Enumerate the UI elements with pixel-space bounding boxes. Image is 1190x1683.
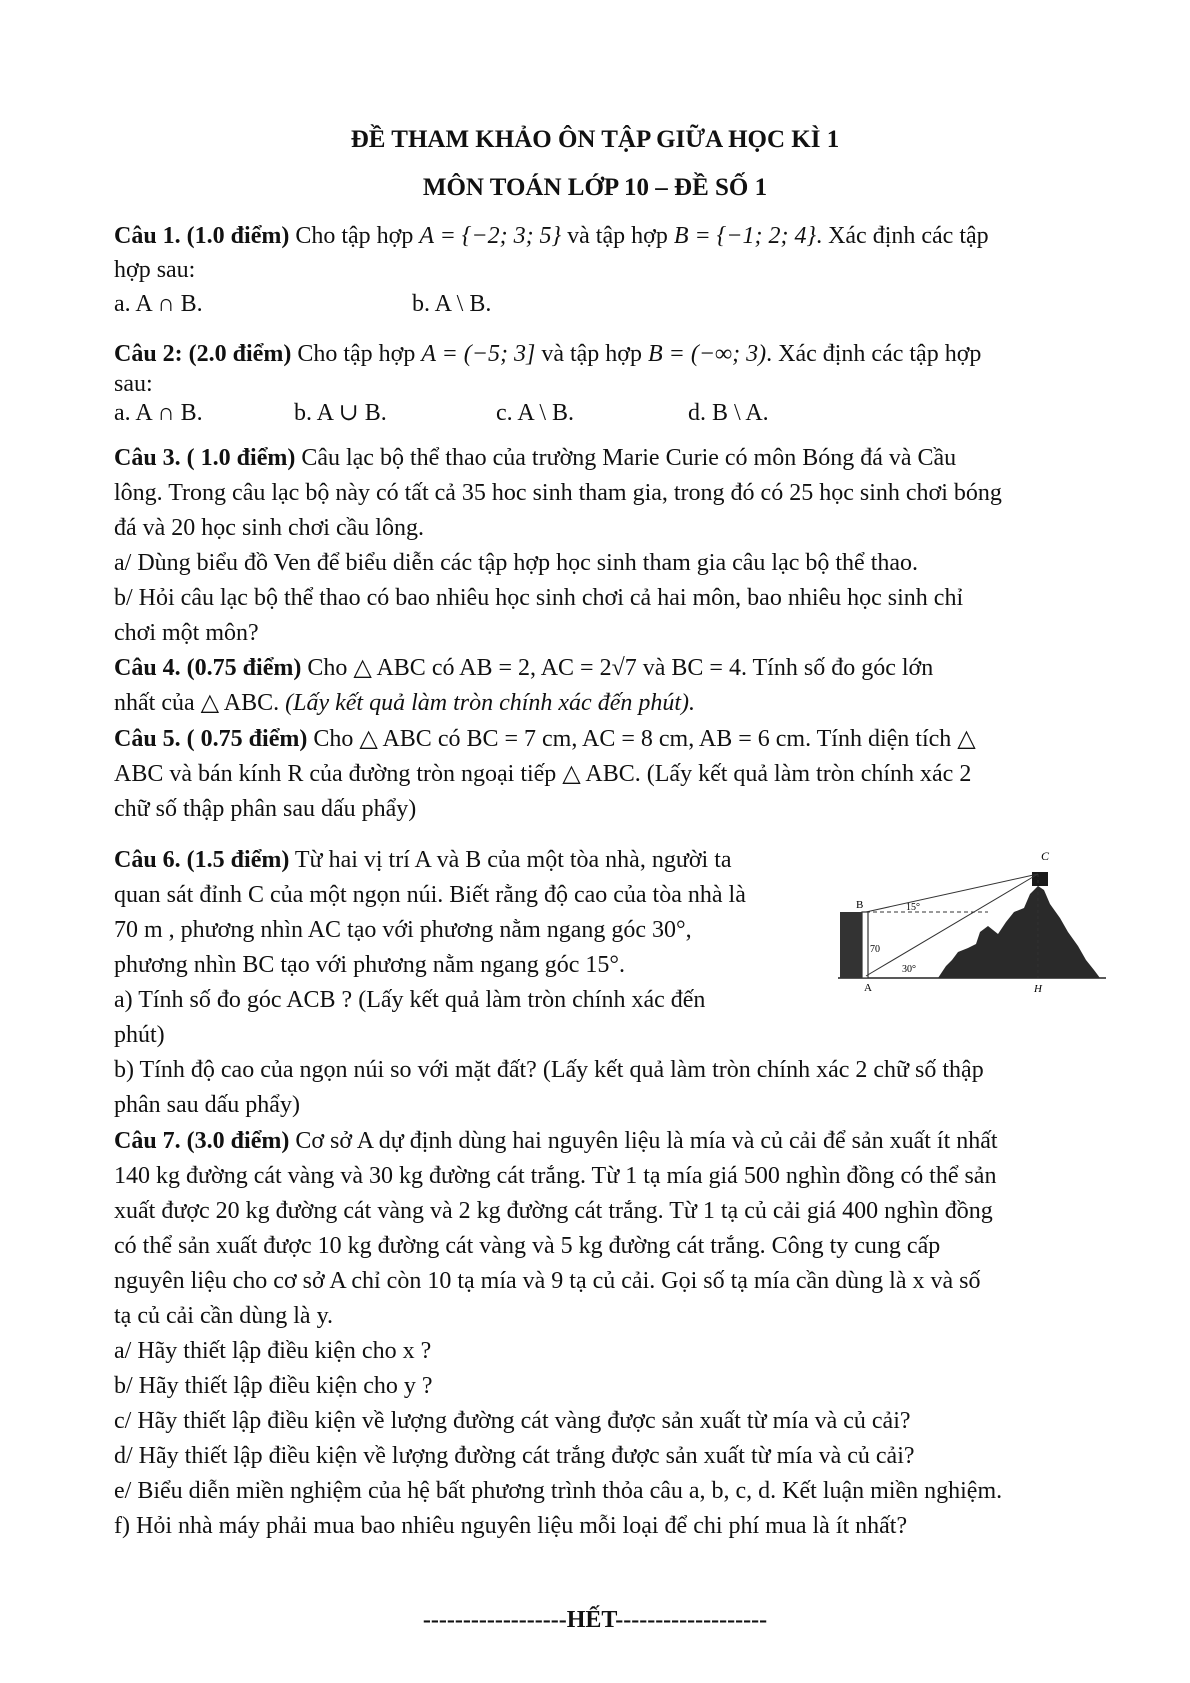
building-side [862, 912, 868, 978]
label-H: H [1034, 983, 1042, 995]
q1-option-b: b. A \ B. [412, 291, 492, 317]
q6-line-1: Câu 6. (1.5 điểm) Từ hai vị trí A và B của một tòa nhà, người ta [114, 847, 732, 873]
q7-label: Câu 7. (3.0 điểm) [114, 1128, 290, 1154]
q2-line-1: Câu 2: (2.0 điểm) Cho tập hợp A = (−5; 3] và tập hợp B = (−∞; 3). Xác định các tập hợp [114, 341, 982, 367]
q3-line-6: chơi một môn? [114, 620, 259, 646]
q5-line-3: chữ số thập phân sau dấu phẩy) [114, 796, 417, 822]
label-B: B [856, 899, 864, 911]
q6-line-4: phương nhìn BC tạo với phương nằm ngang góc 15°. [114, 952, 625, 978]
mountain [938, 886, 1100, 978]
q1-line-2: hợp sau: [114, 257, 196, 283]
end-marker: ------------------HẾT------------------- [422, 1607, 768, 1633]
q3-label: Câu 3. ( 1.0 điểm) [114, 445, 296, 471]
q5-line-1: Câu 5. ( 0.75 điểm) Cho △ ABC có BC = 7 cm, AC = 8 cm, AB = 6 cm. Tính diện tích △ [114, 726, 976, 752]
q7-line-1: Câu 7. (3.0 điểm) Cơ sở A dự định dùng hai nguyên liệu là mía và củ cải để sản xuất ít nhất [114, 1128, 998, 1154]
q2-option-b: b. A ∪ B. [294, 400, 387, 426]
label-height-70: 70 [870, 944, 880, 955]
q6-label: Câu 6. (1.5 điểm) [114, 847, 290, 873]
label-A: A [864, 982, 872, 994]
q2-option-a: a. A ∩ B. [114, 400, 203, 426]
q3-line-3: đá và 20 học sinh chơi cầu lông. [114, 515, 424, 541]
q3-line-1: Câu 3. ( 1.0 điểm) Câu lạc bộ thể thao của trường Marie Curie có môn Bóng đá và Cầu [114, 445, 957, 471]
label-angle-15: 15° [906, 902, 920, 913]
q3-line-5: b/ Hỏi câu lạc bộ thể thao có bao nhiêu học sinh chơi cả hai môn, bao nhiêu học sinh chỉ [114, 585, 964, 611]
q2-option-c: c. A \ B. [496, 400, 575, 426]
summit-block [1032, 872, 1048, 886]
exam-subtitle: MÔN TOÁN LỚP 10 – ĐỀ SỐ 1 [422, 174, 768, 201]
sight-line-BC [866, 874, 1038, 912]
q1-label: Câu 1. (1.0 điểm) [114, 223, 290, 249]
q7-part-c: c/ Hãy thiết lập điều kiện về lượng đường cát vàng được sản xuất từ mía và củ cải? [114, 1408, 911, 1434]
q2-option-d: d. B \ A. [688, 400, 769, 426]
q6-line-7: b) Tính độ cao của ngọn núi so với mặt đất? (Lấy kết quả làm tròn chính xác 2 chữ số thập [114, 1057, 984, 1083]
label-angle-30: 30° [902, 964, 916, 975]
q6-line-8: phân sau dấu phẩy) [114, 1092, 300, 1118]
q4-label: Câu 4. (0.75 điểm) [114, 655, 302, 681]
q3-line-2: lông. Trong câu lạc bộ này có tất cả 35 hoc sinh tham gia, trong đó có 25 học sinh chơi bóng [114, 480, 1002, 506]
q4-line-2: nhất của △ ABC. (Lấy kết quả làm tròn chính xác đến phút). [114, 690, 696, 716]
q7-part-d: d/ Hãy thiết lập điều kiện về lượng đường cát trắng được sản xuất từ mía và củ cải? [114, 1443, 915, 1469]
q6-line-5: a) Tính số đo góc ACB ? (Lấy kết quả làm tròn chính xác đến [114, 987, 706, 1013]
q7-part-f: f) Hỏi nhà máy phải mua bao nhiêu nguyên liệu mỗi loại để chi phí mua là ít nhất? [114, 1513, 908, 1539]
q4-line-1: Câu 4. (0.75 điểm) Cho △ ABC có AB = 2, AC = 2√7 và BC = 4. Tính số đo góc lớn [114, 655, 934, 681]
exam-title: ĐỀ THAM KHẢO ÔN TẬP GIỮA HỌC KÌ 1 [350, 126, 840, 153]
q7-line-2: 140 kg đường cát vàng và 30 kg đường cát trắng. Từ 1 tạ mía giá 500 nghìn đồng có thể sản [114, 1163, 997, 1189]
q7-line-5: nguyên liệu cho cơ sở A chỉ còn 10 tạ mía và 9 tạ củ cải. Gọi số tạ mía cần dùng là x và số [114, 1268, 981, 1294]
q7-part-a: a/ Hãy thiết lập điều kiện cho x ? [114, 1338, 432, 1364]
q1-option-a: a. A ∩ B. [114, 291, 203, 317]
q6-line-6: phút) [114, 1022, 165, 1048]
q2-label: Câu 2: (2.0 điểm) [114, 341, 292, 367]
mountain-building-figure [838, 848, 1106, 998]
q5-label: Câu 5. ( 0.75 điểm) [114, 726, 308, 752]
q2-line-2: sau: [114, 371, 153, 397]
building [840, 912, 862, 978]
q6-line-3: 70 m , phương nhìn AC tạo với phương nằm ngang góc 30°, [114, 917, 692, 943]
q3-line-4: a/ Dùng biểu đồ Ven để biểu diễn các tập hợp học sinh tham gia câu lạc bộ thể thao. [114, 550, 919, 576]
q7-line-3: xuất được 20 kg đường cát vàng và 2 kg đường cát trắng. Từ 1 tạ củ cải giá 400 nghìn đồng [114, 1198, 993, 1224]
q7-part-b: b/ Hãy thiết lập điều kiện cho y ? [114, 1373, 433, 1399]
q6-line-2: quan sát đỉnh C của một ngọn núi. Biết rằng độ cao của tòa nhà là [114, 882, 746, 908]
q1-line-1: Câu 1. (1.0 điểm) Cho tập hợp A = {−2; 3; 5} và tập hợp B = {−1; 2; 4}. Xác định các tập [114, 223, 989, 249]
q7-part-e: e/ Biểu diễn miền nghiệm của hệ bất phương trình thỏa câu a, b, c, d. Kết luận miền nghiệm. [114, 1478, 1003, 1504]
q7-line-6: tạ củ cải cần dùng là y. [114, 1303, 334, 1329]
q7-line-4: có thể sản xuất được 10 kg đường cát vàng và 5 kg đường cát trắng. Công ty cung cấp [114, 1233, 941, 1259]
q5-line-2: ABC và bán kính R của đường tròn ngoại tiếp △ ABC. (Lấy kết quả làm tròn chính xác 2 [114, 761, 972, 787]
label-C: C [1041, 849, 1050, 863]
